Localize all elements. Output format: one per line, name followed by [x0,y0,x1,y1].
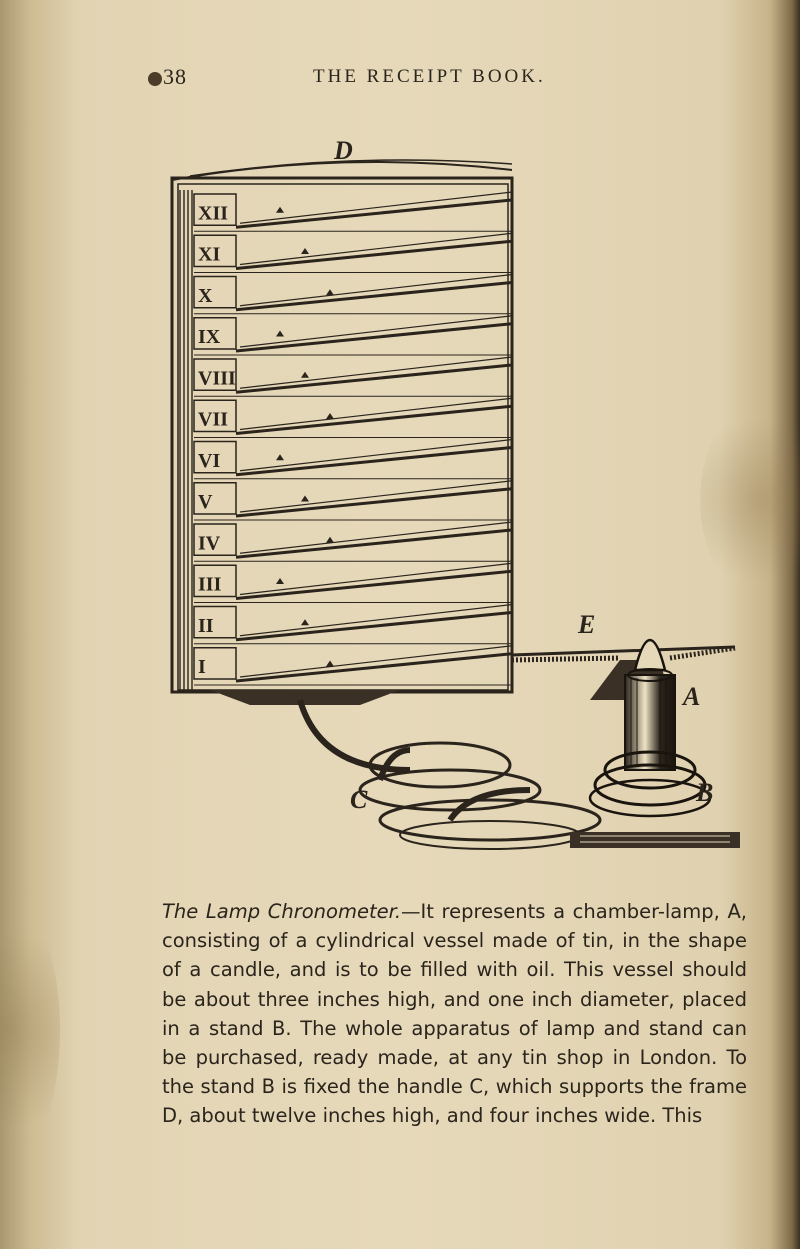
hour-mark-label: X [198,284,213,307]
label-frame-d: D [334,136,353,165]
hour-band [194,357,512,396]
lamp-cylinder [625,675,675,770]
hour-band [194,522,512,561]
lamp-flame [635,640,665,670]
hour-band [194,192,512,231]
label-handle-c: C [350,785,368,814]
hour-mark-label: V [198,491,213,513]
frame-outline [172,178,512,692]
hour-band [194,440,512,479]
body-text: —It represents a chamber-lamp, A, consisting of a cylindrical vessel made of tin, in the shape of a candle, and is to be filled with oil. This vessel should be about three inches high, and one inch diameter, placed in a stand B. The whole apparatus of lamp and stand can be purchased, ready made, at any tin shop in London. To the stand B is fixed the handle C, which supports the frame D, about twelve inches high, and four inches wide. This [162,900,747,1128]
hour-mark-label: XI [198,243,221,266]
hour-band [194,233,512,272]
lamp-chronometer-figure [150,130,750,870]
hour-band [194,646,512,685]
frame-left-column [180,190,192,690]
hour-mark-label: III [198,573,222,596]
hour-band [194,563,512,602]
hour-mark-label: VII [198,408,229,431]
paper-stain [0,900,60,1160]
ink-blot [148,72,162,86]
lamp-chronometer-engraving [150,130,750,870]
label-e: E [578,610,596,639]
hour-mark-label: IV [198,532,221,555]
page-header [0,64,800,94]
hour-band [194,605,512,644]
label-stand-b: B [696,778,714,807]
figure-caption: The Lamp Chronometer. [162,900,402,923]
hour-mark-label: II [198,614,214,637]
hour-mark-label: IX [198,326,221,348]
lamp-and-stand [570,640,740,848]
hour-bands [194,192,512,685]
handle-coil [360,743,600,849]
body-paragraph [162,897,747,1131]
hour-mark-label: VI [198,449,221,472]
page-number: 38 [163,64,187,89]
running-head: THE RECEIPT BOOK. [313,66,546,87]
hour-band [194,275,512,314]
hour-band [194,481,512,520]
stand-foot [570,832,740,848]
rail-hatching [512,658,620,660]
hour-mark-label: VIII [198,367,236,390]
frame-base [210,690,400,705]
hour-mark-label: I [198,656,206,678]
hour-band [194,398,512,437]
hour-band [194,316,512,355]
label-lamp-a: A [683,682,701,711]
hour-mark-label: XII [198,202,229,225]
